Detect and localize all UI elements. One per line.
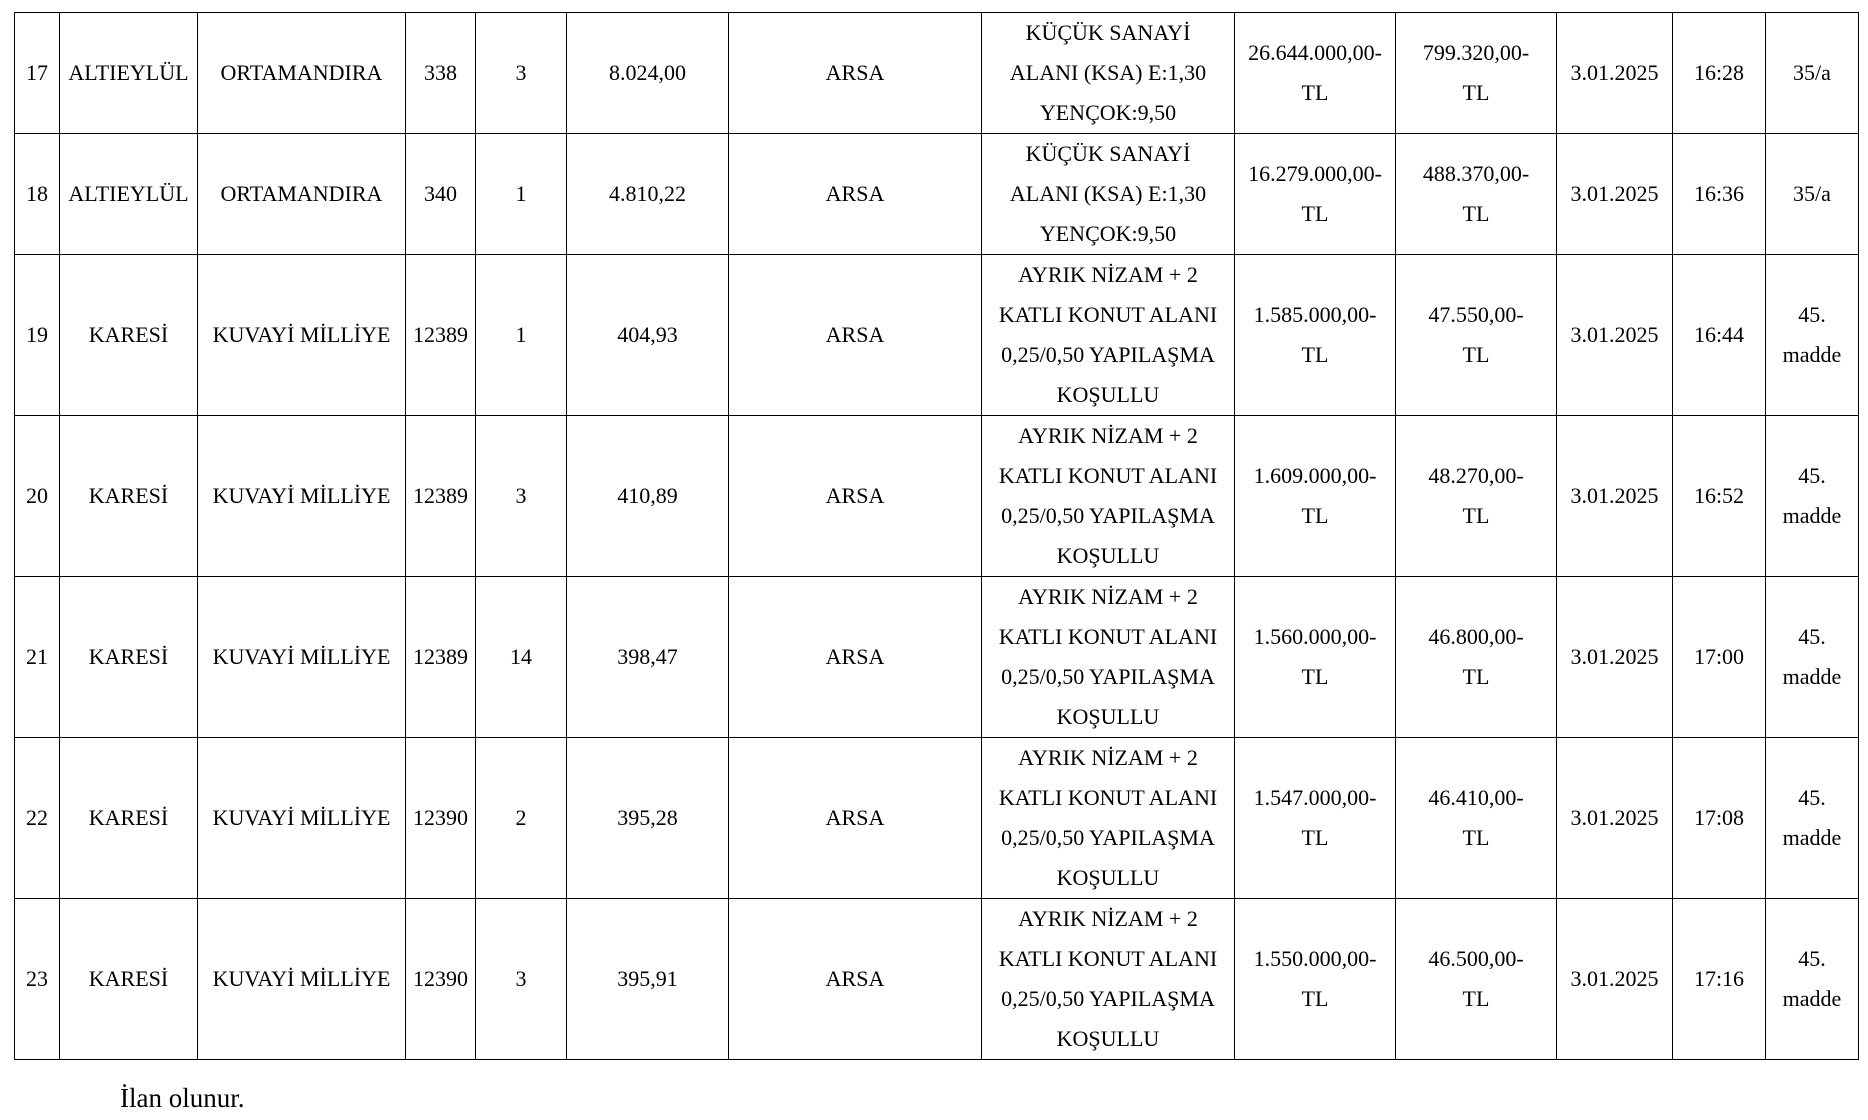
cell-auction-date-text: 3.01.2025 (1570, 644, 1659, 669)
cell-property-type-text: ARSA (825, 60, 885, 85)
cell-block (406, 416, 476, 577)
cell-area (567, 416, 729, 577)
cell-estimated-price (1235, 577, 1396, 738)
cell-district (60, 13, 198, 134)
cell-parcel-text: 1 (515, 181, 527, 206)
cell-row-number-text: 17 (26, 60, 48, 85)
cell-area (567, 577, 729, 738)
cell-district (60, 416, 198, 577)
cell-estimated-price-line: TL (1301, 201, 1329, 226)
cell-zoning-status (982, 899, 1235, 1060)
cell-parcel (476, 416, 567, 577)
cell-neighborhood (198, 13, 406, 134)
table-row (15, 738, 1859, 899)
cell-auction-date (1557, 416, 1673, 577)
auction-table (14, 12, 1859, 1060)
cell-zoning-status (982, 134, 1235, 255)
cell-row-number-text: 19 (26, 322, 48, 347)
cell-zoning-status-line: AYRIK NİZAM + 2 (1018, 584, 1198, 609)
cell-estimated-price-line: TL (1301, 664, 1329, 689)
cell-district (60, 255, 198, 416)
cell-auction-time-text: 16:52 (1693, 483, 1745, 508)
cell-district-text: ALTIEYLÜL (68, 60, 189, 85)
cell-auction-date-text: 3.01.2025 (1570, 322, 1659, 347)
cell-zoning-status-line: KATLI KONUT ALANI (998, 302, 1218, 327)
cell-law-article-line: 35/a (1793, 60, 1831, 85)
cell-neighborhood-text: KUVAYİ MİLLİYE (212, 483, 391, 508)
cell-area (567, 13, 729, 134)
cell-zoning-status-line: 0,25/0,50 YAPILAŞMA (1001, 986, 1215, 1011)
cell-area (567, 255, 729, 416)
table-row (15, 13, 1859, 134)
cell-neighborhood (198, 738, 406, 899)
cell-estimated-price (1235, 255, 1396, 416)
cell-law-article-line: 45. (1798, 463, 1826, 488)
cell-row-number-text: 20 (26, 483, 48, 508)
cell-block (406, 134, 476, 255)
cell-area-text: 410,89 (617, 483, 678, 508)
cell-estimated-price-line: 1.585.000,00- (1253, 302, 1377, 327)
cell-block-text: 12390 (413, 966, 468, 991)
cell-law-article (1766, 13, 1859, 134)
cell-auction-time (1673, 577, 1766, 738)
cell-row-number (15, 899, 60, 1060)
cell-auction-time (1673, 134, 1766, 255)
cell-deposit-line: 799.320,00- (1422, 40, 1530, 65)
cell-property-type (729, 255, 982, 416)
cell-row-number (15, 738, 60, 899)
cell-row-number (15, 134, 60, 255)
cell-neighborhood-text: ORTAMANDIRA (220, 60, 383, 85)
cell-zoning-status-line: YENÇOK:9,50 (1039, 100, 1177, 125)
cell-deposit-line: 488.370,00- (1422, 161, 1530, 186)
cell-district-text: KARESİ (88, 483, 169, 508)
cell-zoning-status-line: YENÇOK:9,50 (1039, 221, 1177, 246)
cell-neighborhood-text: KUVAYİ MİLLİYE (212, 966, 391, 991)
cell-auction-time-text: 16:28 (1693, 60, 1745, 85)
cell-zoning-status-line: 0,25/0,50 YAPILAŞMA (1001, 825, 1215, 850)
cell-block (406, 899, 476, 1060)
cell-neighborhood (198, 134, 406, 255)
cell-block-text: 12389 (413, 644, 468, 669)
cell-neighborhood-text: KUVAYİ MİLLİYE (212, 644, 391, 669)
cell-auction-time-text: 16:44 (1693, 322, 1745, 347)
cell-area (567, 738, 729, 899)
cell-estimated-price-line: TL (1301, 986, 1329, 1011)
cell-block-text: 12390 (413, 805, 468, 830)
cell-zoning-status-line: ALANI (KSA) E:1,30 (1009, 181, 1207, 206)
cell-auction-date (1557, 255, 1673, 416)
cell-property-type-text: ARSA (825, 805, 885, 830)
cell-parcel (476, 577, 567, 738)
table-row (15, 255, 1859, 416)
cell-law-article-line: madde (1782, 986, 1842, 1011)
cell-zoning-status (982, 416, 1235, 577)
cell-zoning-status-line: AYRIK NİZAM + 2 (1018, 906, 1198, 931)
cell-deposit-line: TL (1462, 825, 1490, 850)
cell-law-article (1766, 738, 1859, 899)
cell-estimated-price-line: 1.550.000,00- (1253, 946, 1377, 971)
cell-estimated-price-line: 1.547.000,00- (1253, 785, 1377, 810)
cell-estimated-price-line: TL (1301, 342, 1329, 367)
cell-neighborhood-text: KUVAYİ MİLLİYE (212, 322, 391, 347)
table-row (15, 899, 1859, 1060)
cell-law-article (1766, 134, 1859, 255)
cell-row-number (15, 255, 60, 416)
cell-law-article (1766, 577, 1859, 738)
cell-deposit (1396, 416, 1557, 577)
cell-zoning-status (982, 577, 1235, 738)
cell-district-text: KARESİ (88, 322, 169, 347)
cell-parcel (476, 255, 567, 416)
cell-deposit-line: TL (1462, 80, 1490, 105)
cell-auction-date-text: 3.01.2025 (1570, 805, 1659, 830)
cell-zoning-status-line: 0,25/0,50 YAPILAŞMA (1001, 342, 1215, 367)
cell-estimated-price (1235, 416, 1396, 577)
cell-area-text: 4.810,22 (609, 181, 686, 206)
cell-neighborhood (198, 899, 406, 1060)
cell-law-article-line: madde (1782, 825, 1842, 850)
cell-law-article (1766, 416, 1859, 577)
cell-neighborhood (198, 577, 406, 738)
cell-parcel (476, 899, 567, 1060)
cell-row-number (15, 416, 60, 577)
cell-estimated-price-line: 1.560.000,00- (1253, 624, 1377, 649)
cell-estimated-price-line: 26.644.000,00- (1248, 40, 1382, 65)
cell-block-text: 338 (424, 60, 457, 85)
cell-property-type-text: ARSA (825, 644, 885, 669)
cell-district-text: KARESİ (88, 644, 169, 669)
cell-estimated-price (1235, 738, 1396, 899)
cell-deposit-line: TL (1462, 986, 1490, 1011)
cell-property-type-text: ARSA (825, 966, 885, 991)
cell-parcel-text: 3 (515, 966, 527, 991)
cell-auction-date (1557, 738, 1673, 899)
table-row (15, 577, 1859, 738)
cell-zoning-status-line: 0,25/0,50 YAPILAŞMA (1001, 503, 1215, 528)
cell-zoning-status (982, 255, 1235, 416)
cell-estimated-price-line: TL (1301, 80, 1329, 105)
cell-parcel (476, 738, 567, 899)
cell-property-type (729, 899, 982, 1060)
cell-block-text: 340 (424, 181, 457, 206)
cell-parcel-text: 3 (515, 483, 527, 508)
cell-estimated-price (1235, 134, 1396, 255)
cell-parcel-text: 3 (515, 60, 527, 85)
cell-neighborhood-text: ORTAMANDIRA (220, 181, 383, 206)
table-body (15, 13, 1859, 1060)
cell-deposit (1396, 577, 1557, 738)
cell-parcel-text: 14 (510, 644, 532, 669)
cell-zoning-status-line: KATLI KONUT ALANI (998, 463, 1218, 488)
cell-area (567, 899, 729, 1060)
cell-estimated-price-line: TL (1301, 825, 1329, 850)
cell-auction-date (1557, 134, 1673, 255)
cell-auction-time-text: 17:00 (1693, 644, 1745, 669)
cell-property-type (729, 134, 982, 255)
cell-property-type-text: ARSA (825, 322, 885, 347)
cell-parcel-text: 1 (515, 322, 527, 347)
cell-law-article-line: 45. (1798, 946, 1826, 971)
cell-zoning-status-line: 0,25/0,50 YAPILAŞMA (1001, 664, 1215, 689)
cell-zoning-status-line: AYRIK NİZAM + 2 (1018, 745, 1198, 770)
cell-district (60, 899, 198, 1060)
cell-law-article-line: madde (1782, 503, 1842, 528)
cell-zoning-status-line: ALANI (KSA) E:1,30 (1009, 60, 1207, 85)
cell-property-type-text: ARSA (825, 181, 885, 206)
cell-zoning-status-line: KATLI KONUT ALANI (998, 785, 1218, 810)
cell-auction-date-text: 3.01.2025 (1570, 60, 1659, 85)
cell-block (406, 13, 476, 134)
cell-auction-time (1673, 13, 1766, 134)
cell-property-type-text: ARSA (825, 483, 885, 508)
cell-deposit-line: TL (1462, 664, 1490, 689)
cell-deposit-line: TL (1462, 201, 1490, 226)
cell-district (60, 577, 198, 738)
cell-deposit (1396, 738, 1557, 899)
cell-neighborhood (198, 255, 406, 416)
document-page (14, 12, 1858, 1113)
cell-block-text: 12389 (413, 322, 468, 347)
footer-note: İlan olunur. (120, 1083, 245, 1113)
cell-zoning-status (982, 738, 1235, 899)
cell-auction-time-text: 16:36 (1693, 181, 1745, 206)
cell-neighborhood-text: KUVAYİ MİLLİYE (212, 805, 391, 830)
cell-block (406, 255, 476, 416)
cell-block (406, 738, 476, 899)
cell-deposit (1396, 13, 1557, 134)
cell-estimated-price (1235, 13, 1396, 134)
cell-estimated-price (1235, 899, 1396, 1060)
cell-deposit (1396, 255, 1557, 416)
cell-deposit (1396, 899, 1557, 1060)
cell-law-article-line: madde (1782, 342, 1842, 367)
cell-law-article (1766, 255, 1859, 416)
cell-zoning-status-line: KOŞULLU (1056, 865, 1160, 890)
cell-property-type (729, 13, 982, 134)
cell-law-article-line: 45. (1798, 785, 1826, 810)
cell-auction-date-text: 3.01.2025 (1570, 483, 1659, 508)
cell-area-text: 404,93 (617, 322, 678, 347)
cell-district-text: KARESİ (88, 805, 169, 830)
cell-area-text: 395,28 (617, 805, 678, 830)
cell-zoning-status-line: KOŞULLU (1056, 382, 1160, 407)
cell-deposit (1396, 134, 1557, 255)
cell-property-type (729, 738, 982, 899)
cell-law-article-line: madde (1782, 664, 1842, 689)
cell-deposit-line: 46.800,00- (1428, 624, 1524, 649)
cell-zoning-status-line: AYRIK NİZAM + 2 (1018, 423, 1198, 448)
cell-district-text: ALTIEYLÜL (68, 181, 189, 206)
cell-zoning-status-line: KÜÇÜK SANAYİ (1025, 141, 1191, 166)
cell-estimated-price-line: 16.279.000,00- (1248, 161, 1382, 186)
cell-parcel-text: 2 (515, 805, 527, 830)
cell-block-text: 12389 (413, 483, 468, 508)
cell-property-type (729, 577, 982, 738)
cell-zoning-status-line: KATLI KONUT ALANI (998, 624, 1218, 649)
cell-parcel (476, 13, 567, 134)
cell-law-article-line: 45. (1798, 624, 1826, 649)
cell-law-article (1766, 899, 1859, 1060)
cell-row-number-text: 22 (26, 805, 48, 830)
cell-row-number-text: 18 (26, 181, 48, 206)
cell-deposit-line: TL (1462, 342, 1490, 367)
cell-row-number-text: 21 (26, 644, 48, 669)
cell-zoning-status-line: KOŞULLU (1056, 1026, 1160, 1051)
cell-zoning-status-line: AYRIK NİZAM + 2 (1018, 262, 1198, 287)
cell-zoning-status-line: KOŞULLU (1056, 543, 1160, 568)
cell-area (567, 134, 729, 255)
cell-neighborhood (198, 416, 406, 577)
cell-auction-date (1557, 899, 1673, 1060)
cell-row-number (15, 13, 60, 134)
cell-row-number-text: 23 (26, 966, 48, 991)
cell-deposit-line: TL (1462, 503, 1490, 528)
cell-zoning-status-line: KOŞULLU (1056, 704, 1160, 729)
cell-deposit-line: 46.410,00- (1428, 785, 1524, 810)
cell-district (60, 134, 198, 255)
cell-district-text: KARESİ (88, 966, 169, 991)
cell-block (406, 577, 476, 738)
table-row (15, 416, 1859, 577)
cell-law-article-line: 45. (1798, 302, 1826, 327)
cell-auction-date (1557, 577, 1673, 738)
cell-estimated-price-line: TL (1301, 503, 1329, 528)
cell-deposit-line: 47.550,00- (1428, 302, 1524, 327)
cell-zoning-status-line: KÜÇÜK SANAYİ (1025, 20, 1191, 45)
cell-area-text: 398,47 (617, 644, 678, 669)
cell-auction-date-text: 3.01.2025 (1570, 181, 1659, 206)
cell-auction-time-text: 17:16 (1693, 966, 1745, 991)
cell-auction-time (1673, 416, 1766, 577)
cell-zoning-status (982, 13, 1235, 134)
cell-area-text: 395,91 (617, 966, 678, 991)
cell-area-text: 8.024,00 (609, 60, 686, 85)
cell-law-article-line: 35/a (1793, 181, 1831, 206)
cell-deposit-line: 48.270,00- (1428, 463, 1524, 488)
table-row (15, 134, 1859, 255)
cell-district (60, 738, 198, 899)
cell-auction-time (1673, 255, 1766, 416)
cell-deposit-line: 46.500,00- (1428, 946, 1524, 971)
cell-auction-time (1673, 899, 1766, 1060)
cell-zoning-status-line: KATLI KONUT ALANI (998, 946, 1218, 971)
cell-auction-date (1557, 13, 1673, 134)
cell-row-number (15, 577, 60, 738)
cell-parcel (476, 134, 567, 255)
cell-estimated-price-line: 1.609.000,00- (1253, 463, 1377, 488)
cell-auction-time (1673, 738, 1766, 899)
cell-auction-time-text: 17:08 (1693, 805, 1745, 830)
cell-property-type (729, 416, 982, 577)
cell-auction-date-text: 3.01.2025 (1570, 966, 1659, 991)
